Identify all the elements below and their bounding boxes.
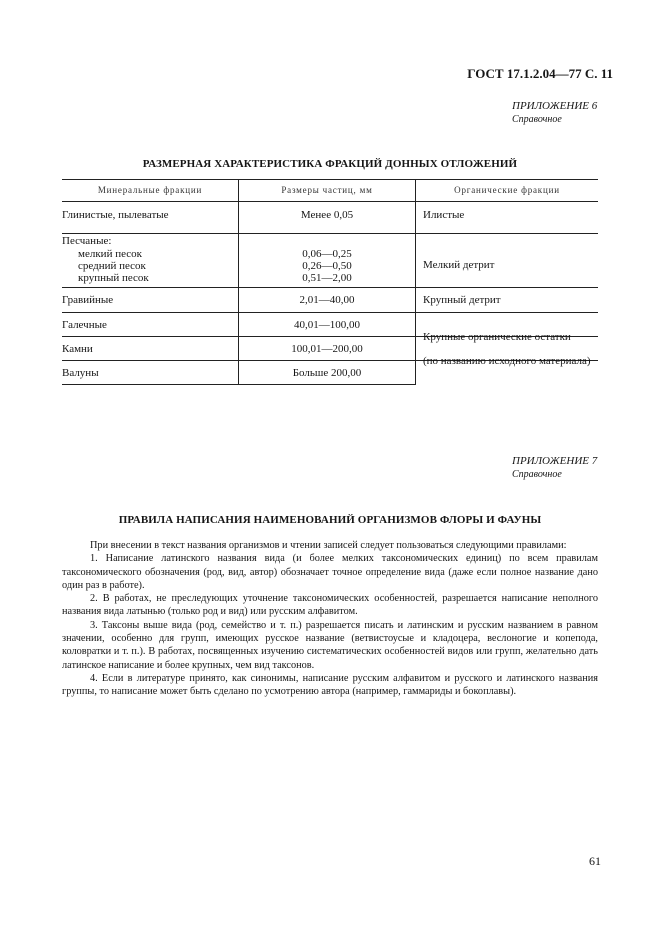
table-top-rule [62,179,598,180]
table-cell-organic-note: (по названию исходного материала) [423,355,591,367]
table-cell-coarse-detritus: Крупный детрит [423,294,501,306]
table-cell-sand-fine-size: 0,06—0,25 [302,248,352,260]
sediment-fraction-table [62,179,598,385]
table-bottom-rule [62,384,416,385]
table-cell-boulder-size: Больше 200,00 [292,367,362,379]
table-header-mineral: Минеральные фракции [97,185,203,195]
appendix-7-title: ПРИЛОЖЕНИЕ 7 [512,455,598,467]
document-header: ГОСТ 17.1.2.04—77 С. 11 [467,66,613,81]
table-cell-stone: Камни [62,343,93,355]
table-cell-sand-medium: средний песок [78,260,146,272]
table-cell-stone-size: 100,01—200,00 [291,343,363,355]
rules-paragraph: 3. Таксоны выше вида (род, семейство и т. п.) разрешается писать и латинским и русским названием в равном значении, особенно для групп, имеющих русское название (ветвистоусые и кладоцера, веслоногие и копепода, коловратки и т. п.). В работах, посвященных изучению систематических особенностей видов или групп, желательно дать латинское написание и более крупных, чем вид таксонов. [62,619,598,671]
table-cell-silt: Илистые [423,209,465,221]
rules-paragraph: 4. Если в литературе принято, как синонимы, написание русским алфавитом и русского и латинского названия группы, то написание может быть сделано по усмотрению автора (например, гаммариды и бокоплавы). [62,672,598,698]
table-row-rule [62,287,598,288]
table-cell-sand: Песчаные: [62,235,112,247]
table-row-rule [62,233,598,234]
table-column-divider [415,179,416,385]
table-cell-clay: Глинистые, пылеватые [62,209,169,221]
table-cell-pebble-size: 40,01—100,00 [294,319,360,331]
table-cell-sand-coarse-size: 0,51—2,00 [302,272,352,284]
table-cell-gravel-size: 2,01—40,00 [299,294,355,306]
rules-paragraph: 2. В работах, не преследующих уточнение таксономических особенностей, разрешается написание неполного названия вида латынью (только род и вид) или русским алфавитом. [62,593,598,618]
appendix-6-subtitle: Справочное [512,114,562,125]
table-cell-sand-medium-size: 0,26—0,50 [302,260,352,272]
table-header-organic: Органические фракции [454,185,560,195]
appendix-7-subtitle: Справочное [512,469,562,480]
table-title: РАЗМЕРНАЯ ХАРАКТЕРИСТИКА ФРАКЦИЙ ДОННЫХ ОТЛОЖЕНИЙ [142,158,518,170]
rules-body [62,539,598,699]
table-cell-boulder: Валуны [62,367,99,379]
table-cell-sand-fine: мелкий песок [78,248,142,260]
table-header-rule [62,201,598,202]
rules-title: ПРАВИЛА НАПИСАНИЯ НАИМЕНОВАНИЙ ОРГАНИЗМОВ ФЛОРЫ И ФАУНЫ [118,514,542,526]
table-cell-gravel: Гравийные [62,294,114,306]
rules-paragraph: При внесении в текст названия организмов и чтении записей следует пользоваться следующими правилами: [90,540,567,551]
appendix-7-label [512,455,597,481]
table-header-size: Размеры частиц, мм [281,185,373,195]
page-number: 61 [589,854,601,868]
table-cell-sand-coarse: крупный песок [78,272,149,284]
rules-paragraph: 1. Написание латинского названия вида (и более мелких таксономических единиц) по всем правилам таксономического обозначения (род, вид, автор) обозначает точное определение вида (даже если полное название дано один раз в работе). [62,553,598,591]
table-cell-pebble: Галечные [62,319,107,331]
table-cell-fine-detritus: Мелкий детрит [423,259,495,271]
appendix-6-label [512,100,597,126]
table-row-rule [62,312,598,313]
table-cell-clay-size: Менее 0,05 [300,209,354,221]
appendix-6-title: ПРИЛОЖЕНИЕ 6 [512,100,598,112]
table-cell-organic-remains: Крупные органические остатки [423,331,571,343]
